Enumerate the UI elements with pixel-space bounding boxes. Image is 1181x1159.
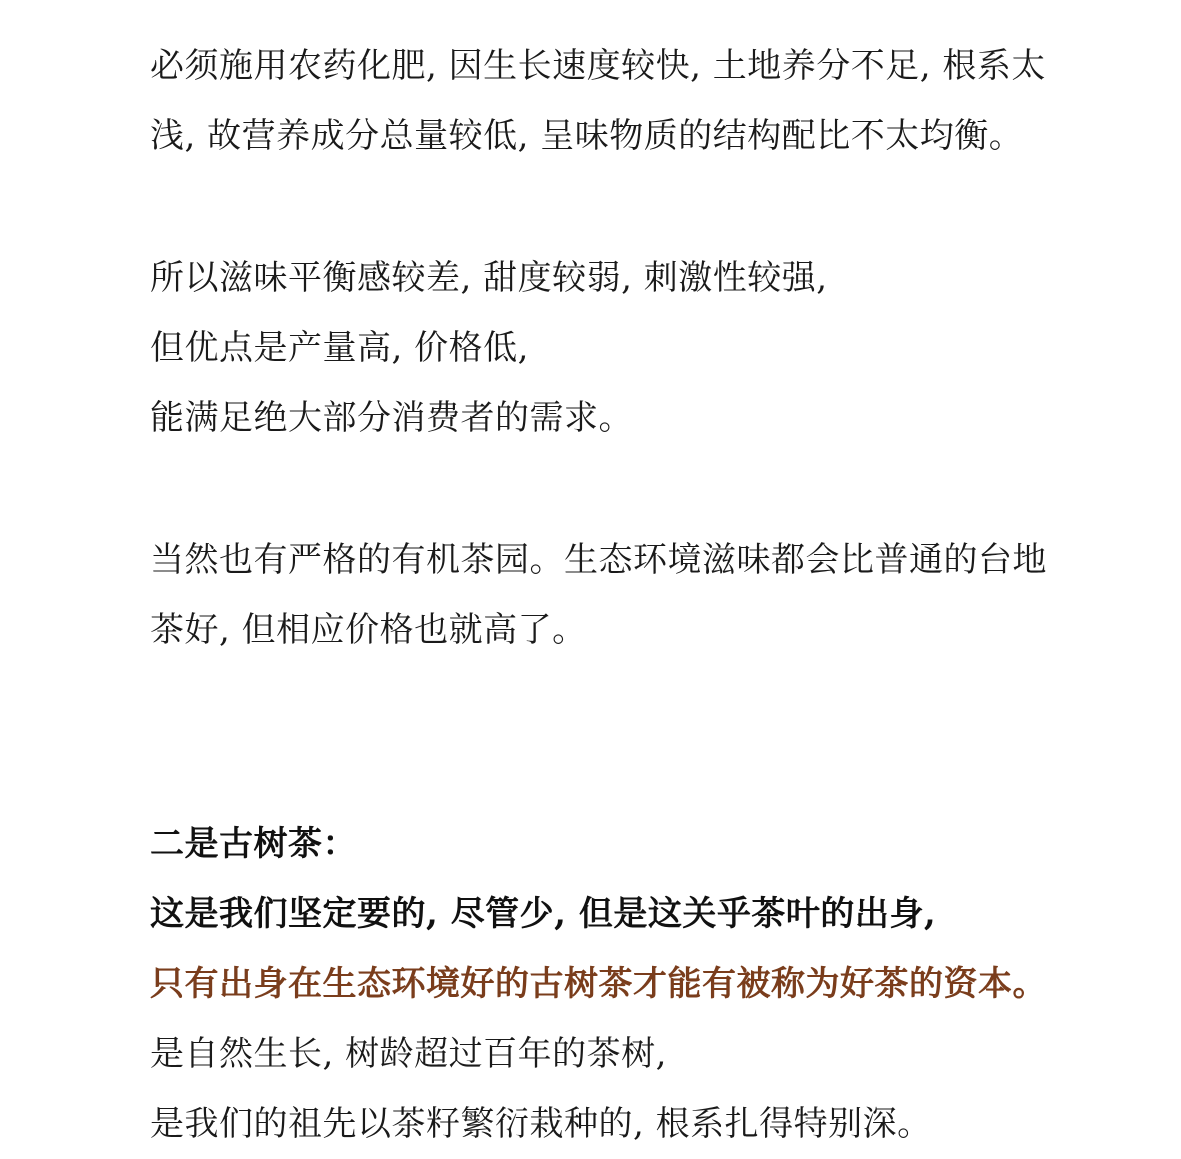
paragraph-2-line-2: 但优点是产量高, 价格低, — [150, 328, 529, 368]
paragraph-2-line-3: 能满足绝大部分消费者的需求。 — [150, 398, 633, 438]
section-line-5: 是我们的祖先以茶籽繁衍栽种的, 根系扎得特别深。 — [150, 1104, 932, 1144]
paragraph-3-line-2: 茶好, 但相应价格也就高了。 — [150, 610, 587, 650]
paragraph-1-line-2: 浅, 故营养成分总量较低, 呈味物质的结构配比不太均衡。 — [150, 116, 1024, 156]
paragraph-1-line-1: 必须施用农药化肥, 因生长速度较快, 土地养分不足, 根系太 — [150, 46, 1046, 86]
paragraph-2-line-1: 所以滋味平衡感较差, 甜度较弱, 刺激性较强, — [150, 258, 828, 298]
section-heading: 二是古树茶： — [150, 824, 357, 864]
section-line-4: 是自然生长, 树龄超过百年的茶树, — [150, 1034, 667, 1074]
paragraph-3-line-1: 当然也有严格的有机茶园。生态环境滋味都会比普通的台地 — [150, 540, 1047, 580]
section-highlight-line: 只有出身在生态环境好的古树茶才能有被称为好茶的资本。 — [150, 964, 1047, 1004]
section-bold-line: 这是我们坚定要的, 尽管少, 但是这关乎茶叶的出身, — [150, 894, 937, 934]
